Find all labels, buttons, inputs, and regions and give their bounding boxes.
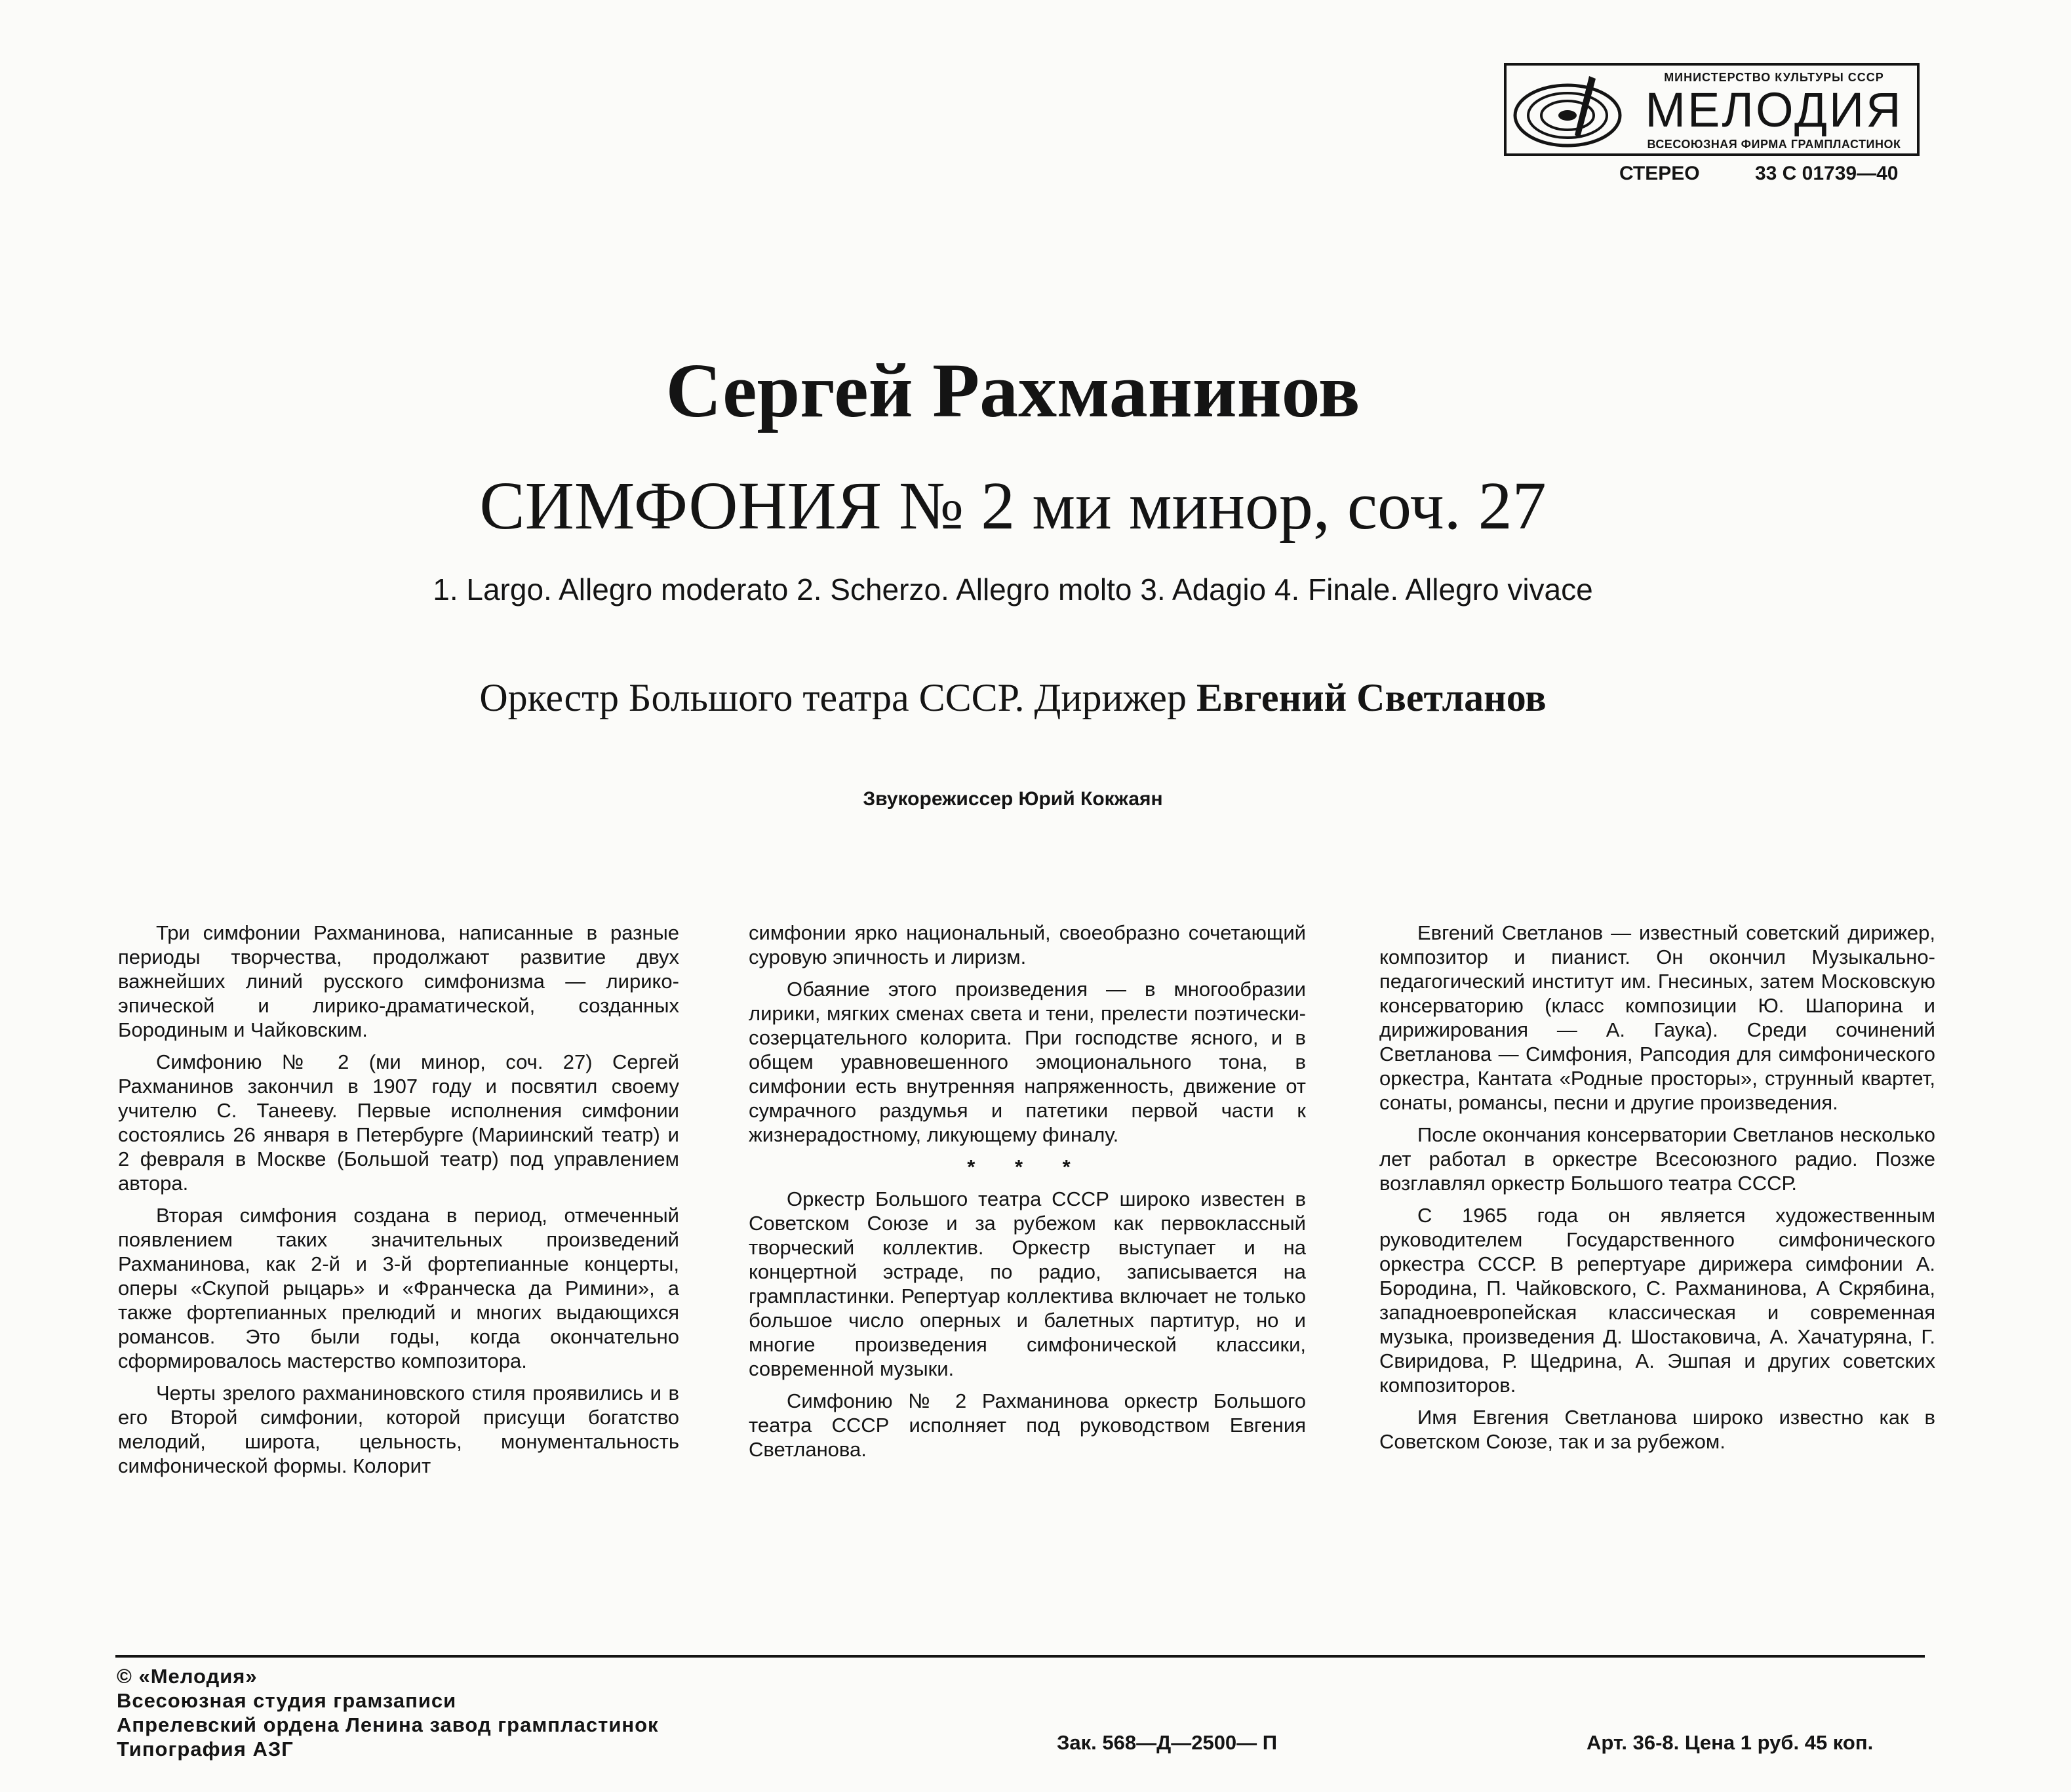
publisher-info — [117, 1664, 659, 1761]
engineer-label: Звукорежиссер — [863, 788, 1014, 810]
format-label: СТЕРЕО — [1619, 163, 1700, 184]
engineer-name: Юрий Кокжаян — [1018, 788, 1163, 810]
paragraph: Симфонию № 2 (ми минор, соч. 27) Сергей Рахманинов закончил в 1907 году и посвятил своему учителю С. Танееву. Первые исполнения симфонии состоялись 26 января в Петербурге (Мариинский театр) и 2 февраля в Москве (Большой театр) под управлением автора. — [118, 1050, 679, 1195]
sound-engineer — [0, 788, 2026, 810]
paragraph: Три симфонии Рахманинова, написанные в разные периоды творчества, продолжают развитие двух важнейших линий русского симфонизма — лирико-эпической и лирико-драматической, созданных Бородиным и Чайковским. — [118, 921, 679, 1041]
conductor-name: Евгений Светланов — [1196, 676, 1547, 719]
paragraph: Черты зрелого рахманиновского стиля проявились и в его Второй симфонии, которой присущи богатство мелодий, широта, цельность, монументальность симфонической формы. Колорит — [118, 1382, 679, 1477]
copyright: © «Мелодия» — [117, 1665, 258, 1688]
composer-title: Сергей Рахманинов — [665, 348, 1360, 433]
paragraph: Обаяние этого произведения — в многообразии лирики, мягких сменах света и тени, прелести поэтически-созерцательного колорита. При господстве ясного, и в общем уравновешенного эмоционального тона, в симфонии есть внутренняя напряженность, движение от сумрачного раздумья и патетики первой части к жизнерадостному, ликующему финалу. — [749, 978, 1306, 1146]
paragraph: После окончания консерватории Светланов несколько лет работал в оркестре Всесоюзного радио. Позже возглавлял оркестр Большого театра СССР. — [1379, 1123, 1935, 1195]
paragraph: Вторая симфония создана в период, отмеченный появлением таких значительных произведений Рахманинова, как 2-й и 3-й фортепианные концерты, оперы «Скупой рыцарь» и «Франческа да Римини», а также фортепианных прелюдий и многих выдающихся романсов. Это были годы, когда окончательно сформировалось мастерство композитора. — [118, 1204, 679, 1372]
price-info: Арт. 36-8. Цена 1 руб. 45 коп. — [1587, 1731, 1874, 1754]
text-column-1 — [118, 921, 679, 1486]
paragraph: Евгений Светланов — известный советский дирижер, композитор и пианист. Он окончил Музыкально-педагогический институт им. Гнесиных, затем Московскую консерваторию (класс композиции Ю. Шапорина и дирижирования — А. Гаука). Среди сочинений Светланова — Симфония, Рапсодия для симфонического оркестра, Кантата «Родные просторы», струнный квартет, сонаты, романсы, песни и другие произведения. — [1379, 921, 1935, 1114]
brand-name: МЕЛОДИЯ — [1645, 83, 1903, 137]
paragraph: С 1965 года он является художественным руководителем Государственного симфонического оркестра СССР. В репертуаре дирижера симфонии А. Бородина, П. Чайковского, С. Рахманинова, А Скрябина, западноевропейская классическая и современная музыка, произведения Д. Шостаковича, А. Хачатуряна, Г. Свиридова, Р. Щедрина, А. Эшпая и других советских композиторов. — [1379, 1204, 1935, 1397]
paragraph: Симфонию № 2 Рахманинова оркестр Большого театра СССР исполняет под руководством Евгения Светланова. — [749, 1389, 1306, 1461]
paragraph: Оркестр Большого театра СССР широко известен в Советском Союзе и за рубежом как первоклассный творческий коллектив. Оркестр выступает и на концертной эстраде, по радио, записывается на грампластинки. Репертуар коллектива включает не только большое число оперных и балетных партитур, но и многие произведения симфонической классики, современной музыки. — [749, 1187, 1306, 1380]
orchestra-text: Оркестр Большого театра СССР. Дирижер — [479, 676, 1187, 719]
record-disc-icon — [1512, 71, 1623, 151]
performers-line — [0, 675, 2026, 721]
paragraph: Имя Евгения Светланова широко известно как в Советском Союзе, так и за рубежом. — [1379, 1406, 1935, 1453]
ministry-label: МИНИСТЕРСТВО КУЛЬТУРЫ СССР — [1664, 71, 1884, 84]
record-id — [1619, 163, 1898, 185]
work-title: СИМФОНИЯ № 2 ми минор, соч. 27 — [479, 468, 1547, 544]
plant: Апрелевский ордена Ленина завод грампластинок — [117, 1713, 659, 1736]
order-number: Зак. 568—Д—2500— П — [1057, 1731, 1278, 1754]
text-column-2 — [749, 921, 1306, 1469]
text-column-3 — [1379, 921, 1935, 1462]
paragraph: симфонии ярко национальный, своеобразно сочетающий суровую эпичность и лиризм. — [749, 921, 1306, 968]
printer: Типография АЗГ — [117, 1738, 294, 1761]
firm-label: ВСЕСОЮЗНАЯ ФИРМА ГРАМПЛАСТИНОК — [1647, 138, 1901, 151]
footer-divider — [115, 1655, 1925, 1658]
melodiya-logo — [1504, 63, 1920, 156]
catalog-number: 33 С 01739—40 — [1754, 163, 1899, 184]
section-separator: * * * — [967, 1155, 1088, 1178]
movements-list: 1. Largo. Allegro moderato 2. Scherzo. Allegro molto 3. Adagio 4. Finale. Allegro vivace — [433, 572, 1593, 607]
studio: Всесоюзная студия грамзаписи — [117, 1689, 457, 1712]
